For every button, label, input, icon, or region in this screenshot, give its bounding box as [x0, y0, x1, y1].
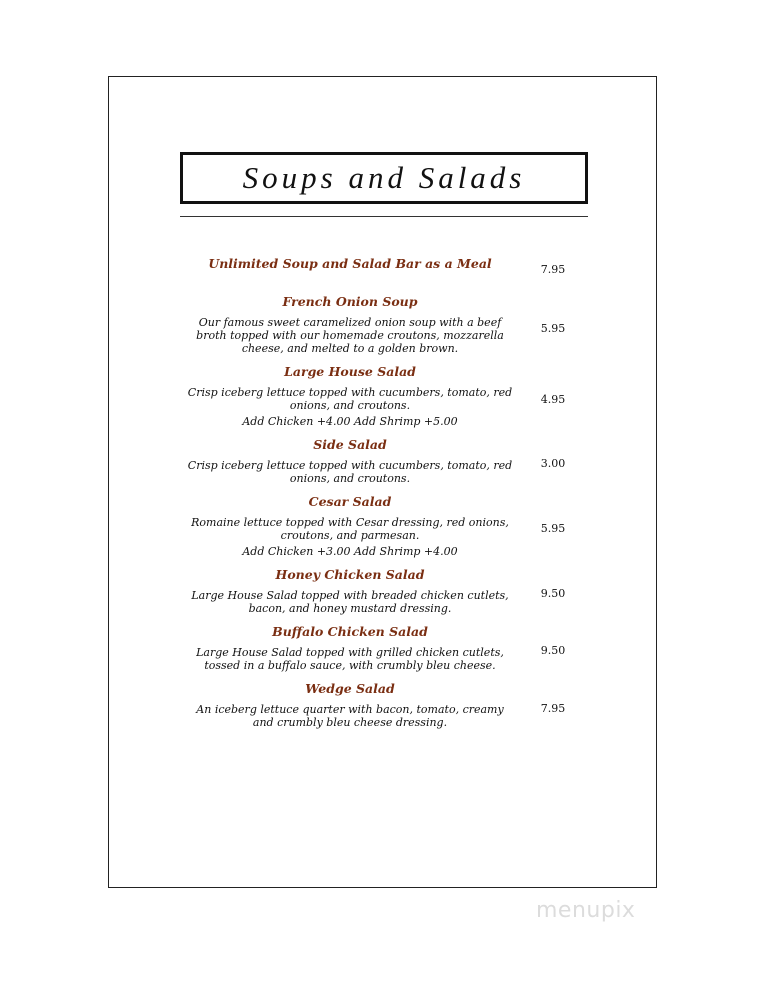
menu-item: [149, 437, 551, 485]
item-description: Large House Salad topped with breaded chicken cutlets, bacon, and honey mustard dressing.: [191, 589, 509, 615]
item-name: Unlimited Soup and Salad Bar as a Meal: [208, 256, 492, 271]
item-description: Crisp iceberg lettuce topped with cucumbers, tomato, red onions, and croutons.: [187, 386, 513, 412]
item-price: 7.95: [540, 702, 566, 715]
item-price: 4.95: [540, 393, 566, 406]
menu-item: [149, 567, 551, 615]
menu-item: [149, 256, 551, 272]
item-name: Large House Salad: [284, 364, 416, 379]
item-name: French Onion Soup: [282, 294, 418, 309]
item-name: Buffalo Chicken Salad: [272, 624, 428, 639]
menu-item: [149, 364, 551, 428]
title-divider: [180, 216, 588, 217]
item-name: Side Salad: [313, 437, 387, 452]
item-price: 7.95: [540, 263, 566, 276]
item-price: 9.50: [540, 587, 566, 600]
item-price: 5.95: [540, 322, 566, 335]
watermark-logo: menupix: [536, 898, 636, 923]
menu-item: [149, 294, 551, 355]
menu-page: [108, 76, 657, 888]
title-box: [180, 152, 588, 204]
item-addon: Add Chicken +3.00 Add Shrimp +4.00: [242, 545, 458, 558]
item-name: Wedge Salad: [305, 681, 395, 696]
item-description: Crisp iceberg lettuce topped with cucumbers, tomato, red onions, and croutons.: [187, 459, 513, 485]
item-name: Honey Chicken Salad: [275, 567, 425, 582]
menu-title: Soups and Salads: [242, 160, 526, 195]
item-price: 9.50: [540, 644, 566, 657]
menu-item: [149, 681, 551, 729]
item-price: 3.00: [540, 457, 566, 470]
item-name: Cesar Salad: [308, 494, 392, 509]
item-description: Romaine lettuce topped with Cesar dressing, red onions, croutons, and parmesan.: [191, 516, 509, 542]
item-description: Our famous sweet caramelized onion soup with a beef broth topped with our homemade croutons, mozzarella cheese, and melted to a golden brown.: [196, 316, 504, 355]
item-description: Large House Salad topped with grilled chicken cutlets, tossed in a buffalo sauce, with crumbly bleu cheese.: [196, 646, 504, 672]
menu-item: [149, 494, 551, 558]
item-addon: Add Chicken +4.00 Add Shrimp +5.00: [242, 415, 458, 428]
menu-item: [149, 624, 551, 672]
item-description: An iceberg lettuce quarter with bacon, tomato, creamy and crumbly bleu cheese dressing.: [196, 703, 504, 729]
item-price: 5.95: [540, 522, 566, 535]
